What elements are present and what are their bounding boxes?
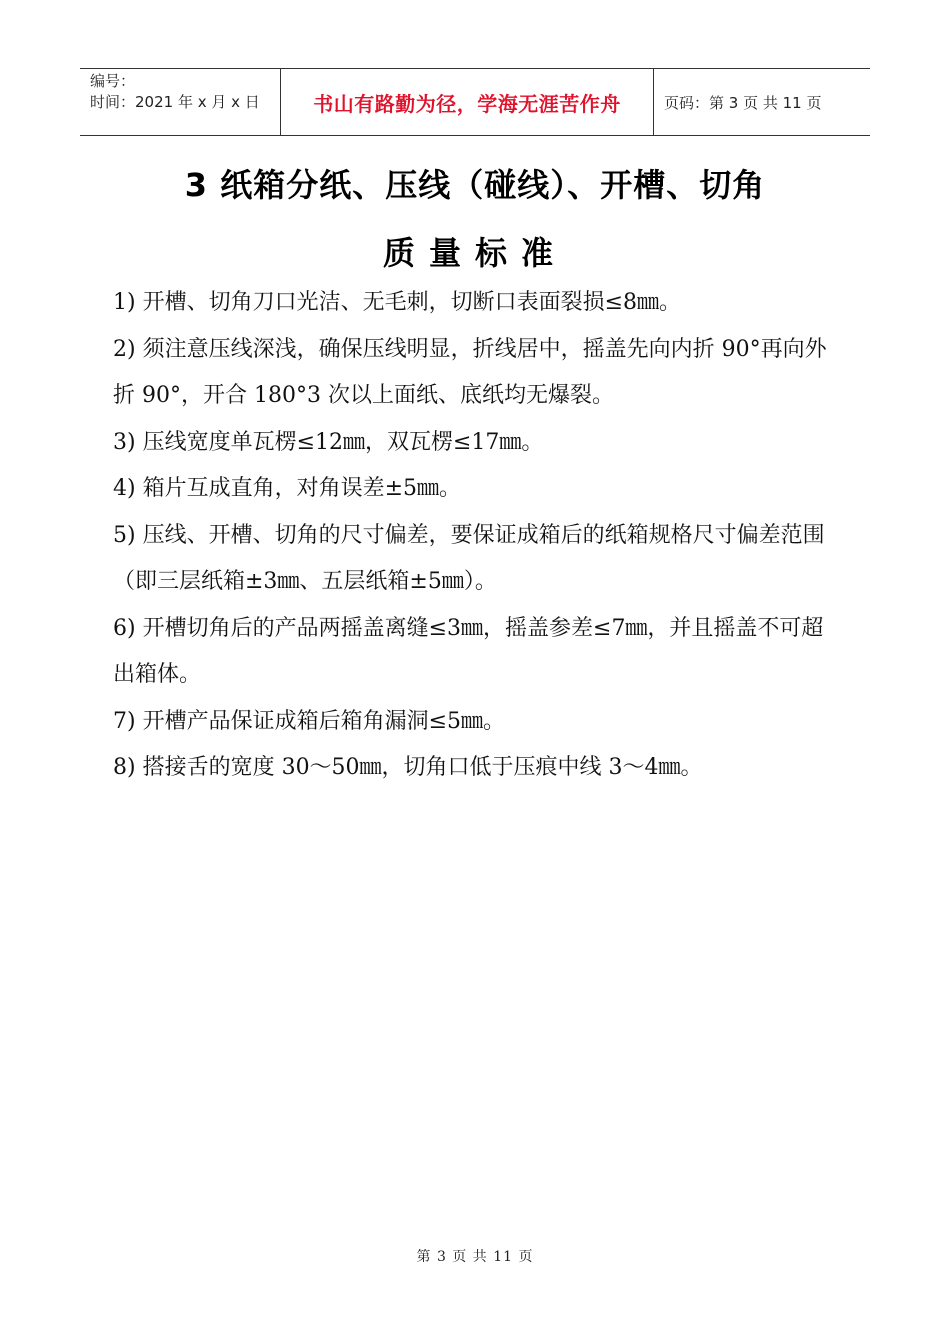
page-footer: 第 3 页 共 11 页 xyxy=(416,1249,534,1265)
header-motto: 书山有路勤为径，学海无涯苦作舟 xyxy=(280,69,654,135)
document-header xyxy=(80,68,870,136)
header-time-label: 时间：2021 年 x 月 x 日 xyxy=(90,93,260,111)
paragraph-2: 2) 须注意压线深浅，确保压线明显，折线居中，摇盖先向内折 90°再向外折 90°，开合 180°3 次以上面纸、底纸均无爆裂。 xyxy=(113,336,827,408)
header-page-info: 页码：第 3 页 共 11 页 xyxy=(664,93,822,112)
paragraph-8: 8) 搭接舌的宽度 30～50㎜，切角口低于压痕中线 3～4㎜。 xyxy=(113,755,703,780)
paragraph-3: 3) 压线宽度单瓦楞≤12㎜，双瓦楞≤17㎜。 xyxy=(113,429,544,455)
document-body xyxy=(113,280,833,792)
document-title: 3 纸箱分纸、压线（碰线）、开槽、切角 xyxy=(184,166,766,204)
paragraph-6: 6) 开槽切角后的产品两摇盖离缝≤3㎜，摇盖参差≤7㎜，并且摇盖不可超出箱体。 xyxy=(113,615,824,687)
paragraph-7: 7) 开槽产品保证成箱后箱角漏洞≤5㎜。 xyxy=(113,708,506,734)
paragraph-4: 4) 箱片互成直角，对角误差±5㎜。 xyxy=(113,476,462,501)
header-meta xyxy=(80,69,280,135)
paragraph-1: 1) 开槽、切角刀口光洁、无毛刺，切断口表面裂损≤8㎜。 xyxy=(113,290,682,315)
document-subtitle: 质量标准 xyxy=(382,234,567,272)
paragraph-5: 5) 压线、开槽、切角的尺寸偏差，要保证成箱后的纸箱规格尺寸偏差范围（即三层纸箱±3㎜、五层纸箱±5㎜）。 xyxy=(113,522,825,594)
header-number-label: 编号： xyxy=(90,72,136,90)
